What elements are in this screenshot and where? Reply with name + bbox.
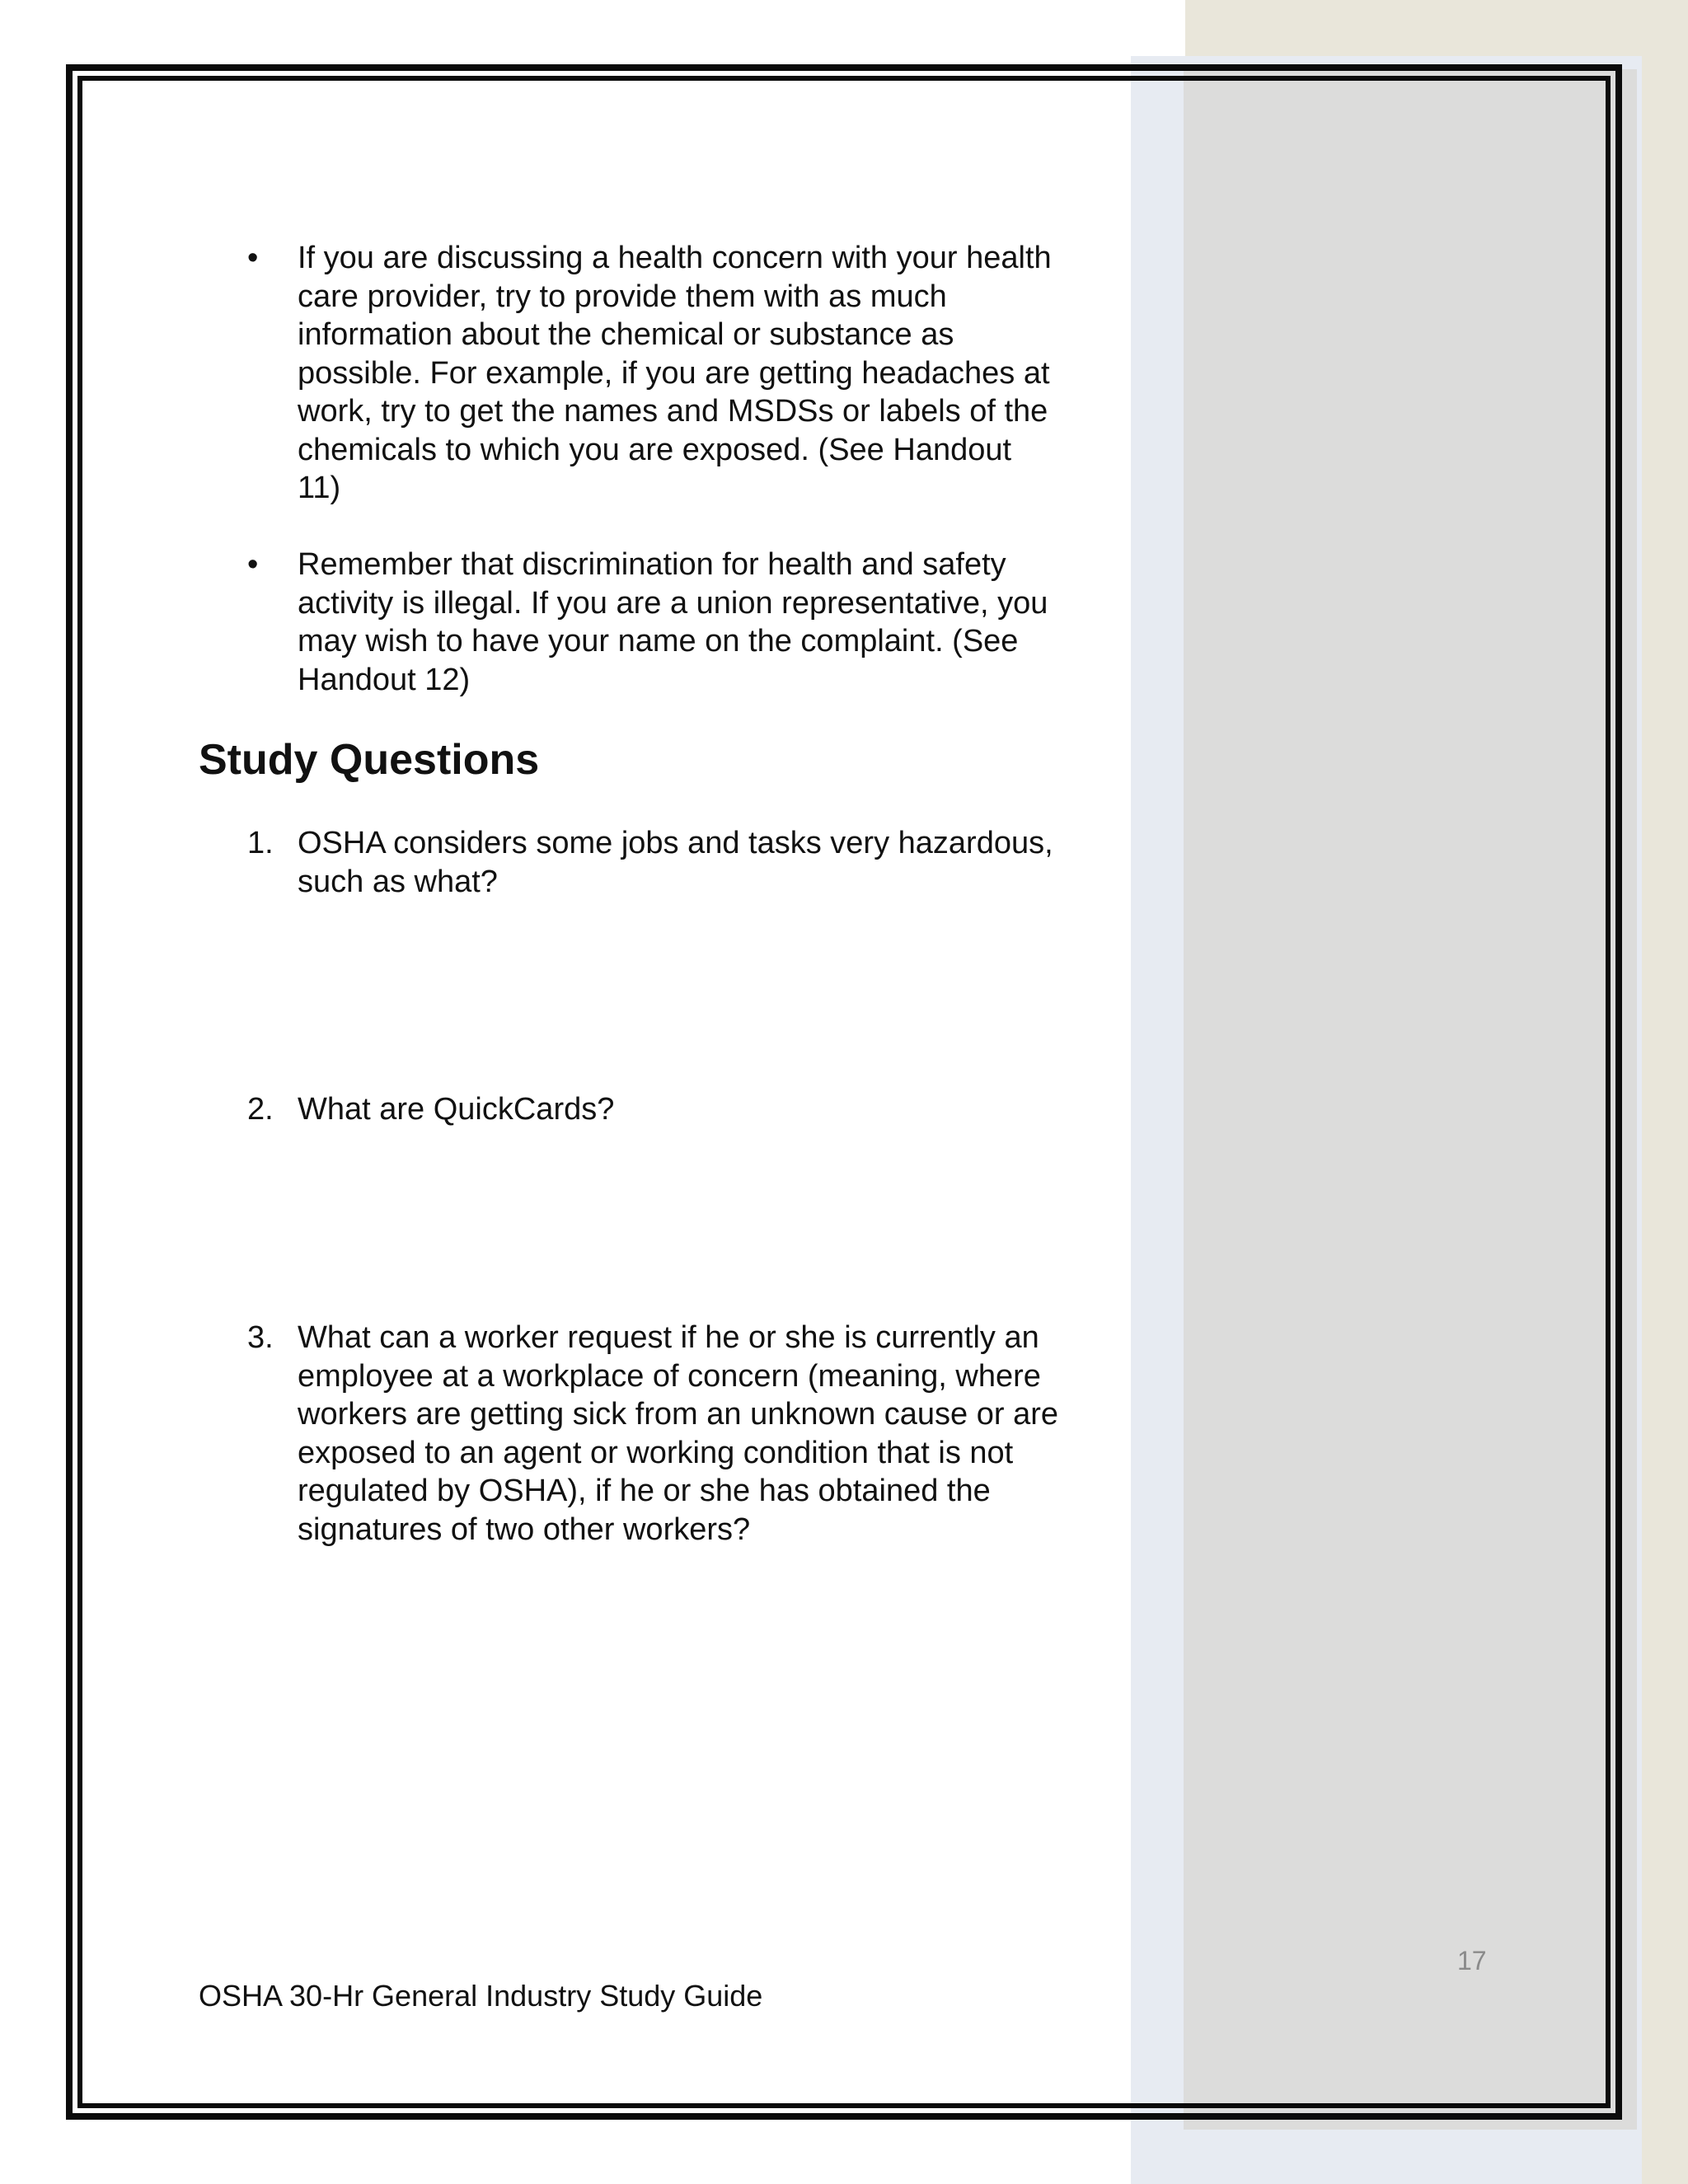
question-line: OSHA considers some jobs and tasks very hazardous, <box>298 826 1053 860</box>
question-line: workers are getting sick from an unknown cause or are <box>298 1397 1058 1432</box>
bullet-item-discrimination <box>298 546 1122 699</box>
bullet-marker: • <box>247 241 259 275</box>
footer-title: OSHA 30-Hr General Industry Study Guide <box>199 1979 763 2013</box>
question-line: exposed to an agent or working condition that is not <box>298 1435 1014 1470</box>
bullet-marker: • <box>247 547 259 582</box>
question-number: 1. <box>247 826 274 860</box>
bullet-line: Remember that discrimination for health and safety <box>298 547 1006 582</box>
bullet-line: activity is illegal. If you are a union representative, you <box>298 585 1048 621</box>
bullet-line: work, try to get the names and MSDSs or labels of the <box>298 394 1048 429</box>
bullet-line: possible. For example, if you are getting headaches at <box>298 355 1050 391</box>
question-line: signatures of two other workers? <box>298 1511 751 1547</box>
bullet-line: care provider, try to provide them with as much <box>298 279 947 314</box>
question-line: employee at a workplace of concern (meaning, where <box>298 1358 1041 1394</box>
bullet-line: 11) <box>298 471 341 505</box>
study-questions-heading: Study Questions <box>199 736 540 784</box>
bullet-line: may wish to have your name on the complaint. (See <box>298 624 1019 658</box>
question-2 <box>298 1090 1122 1129</box>
question-3 <box>298 1319 1122 1549</box>
question-line: regulated by OSHA), if he or she has obtained the <box>298 1474 991 1508</box>
bullet-line: chemicals to which you are exposed. (See Handout <box>298 432 1012 467</box>
bullet-line: information about the chemical or substance as <box>298 317 954 352</box>
question-line: What can a worker request if he or she is currently an <box>298 1320 1039 1355</box>
question-number: 2. <box>247 1092 274 1127</box>
bullet-line: If you are discussing a health concern with your health <box>298 241 1052 275</box>
question-line: such as what? <box>298 864 498 899</box>
question-line: What are QuickCards? <box>298 1092 615 1127</box>
question-number: 3. <box>247 1320 274 1355</box>
bullet-item-health-concern <box>298 239 1122 508</box>
page-number: 17 <box>1457 1946 1487 1975</box>
question-1 <box>298 824 1122 901</box>
bullet-line: Handout 12) <box>298 662 471 697</box>
